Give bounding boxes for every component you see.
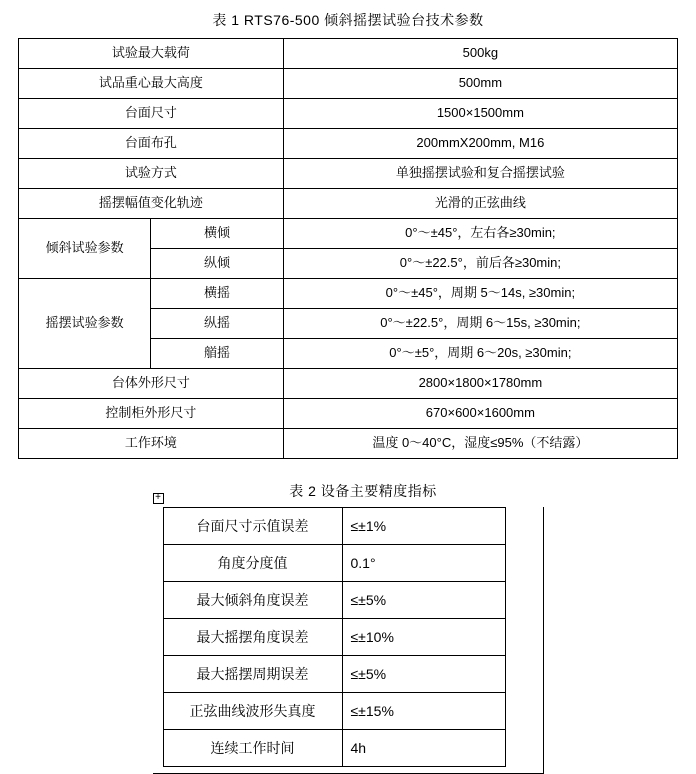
row-label: 最大摇摆角度误差: [163, 619, 342, 656]
row-value: 0.1°: [342, 545, 505, 582]
table-row: [19, 219, 678, 249]
row-label: 连续工作时间: [163, 730, 342, 767]
row-value: 0°～±45°，左右各≥30min;: [283, 219, 677, 249]
accuracy-indicators-table: [163, 507, 506, 767]
table-row: [19, 69, 678, 99]
row-label-group: 摇摆试验参数: [19, 279, 151, 369]
table-row: [163, 508, 505, 545]
table-row: [163, 619, 505, 656]
table1-caption: 表 1 RTS76-500 倾斜摇摆试验台技术参数: [212, 12, 484, 28]
row-value: 1500×1500mm: [283, 99, 677, 129]
row-label: 摇摆幅值变化轨迹: [19, 189, 284, 219]
row-value: 0°～±22.5°，前后各≥30min;: [283, 249, 677, 279]
row-label: 角度分度值: [163, 545, 342, 582]
table2-caption: 表 2 设备主要精度指标: [289, 483, 437, 499]
row-value: 0°～±22.5°，周期 6～15s, ≥30min;: [283, 309, 677, 339]
row-label: 控制柜外形尺寸: [19, 399, 284, 429]
row-label: 试验方式: [19, 159, 284, 189]
row-label: 试验最大载荷: [19, 39, 284, 69]
row-label: 工作环境: [19, 429, 284, 459]
row-value: 4h: [342, 730, 505, 767]
row-sublabel: 横摇: [151, 279, 283, 309]
table-row: [19, 189, 678, 219]
row-value: 500mm: [283, 69, 677, 99]
table-row: [19, 279, 678, 309]
table-row: [19, 159, 678, 189]
table-row: [163, 693, 505, 730]
row-value: ≤±5%: [342, 656, 505, 693]
table-row: [19, 99, 678, 129]
row-label: 正弦曲线波形失真度: [163, 693, 342, 730]
table-row: [163, 582, 505, 619]
row-value: 温度 0～40°C，湿度≤95%（不结露）: [283, 429, 677, 459]
row-label: 最大摇摆周期误差: [163, 656, 342, 693]
document-page: [0, 10, 696, 756]
row-value: 单独摇摆试验和复合摇摆试验: [283, 159, 677, 189]
row-value: ≤±5%: [342, 582, 505, 619]
row-sublabel: 横倾: [151, 219, 283, 249]
row-sublabel: 纵摇: [151, 309, 283, 339]
table-row: [19, 39, 678, 69]
row-label: 试品重心最大高度: [19, 69, 284, 99]
table-row: [19, 369, 678, 399]
row-value: 200mmX200mm, M16: [283, 129, 677, 159]
row-value: 500kg: [283, 39, 677, 69]
row-value: 0°～±5°，周期 6～20s, ≥30min;: [283, 339, 677, 369]
table-row: [19, 129, 678, 159]
table-row: [163, 730, 505, 767]
table-row: [163, 545, 505, 582]
row-label: 最大倾斜角度误差: [163, 582, 342, 619]
row-value: 光滑的正弦曲线: [283, 189, 677, 219]
anchor-marker-icon: +: [153, 493, 164, 504]
row-value: ≤±15%: [342, 693, 505, 730]
row-value: 0°～±45°，周期 5～14s, ≥30min;: [283, 279, 677, 309]
row-sublabel: 艏摇: [151, 339, 283, 369]
table2-section: [0, 481, 696, 774]
row-value: 670×600×1600mm: [283, 399, 677, 429]
table-row: [19, 399, 678, 429]
row-label: 台面尺寸: [19, 99, 284, 129]
table2-frame: [153, 492, 544, 774]
row-value: ≤±1%: [342, 508, 505, 545]
row-value: ≤±10%: [342, 619, 505, 656]
row-label: 台面布孔: [19, 129, 284, 159]
row-label: 台面尺寸示值误差: [163, 508, 342, 545]
row-label: 台体外形尺寸: [19, 369, 284, 399]
table-row: [19, 429, 678, 459]
technical-parameters-table: [18, 38, 678, 459]
row-label-group: 倾斜试验参数: [19, 219, 151, 279]
table-row: [163, 656, 505, 693]
row-sublabel: 纵倾: [151, 249, 283, 279]
row-value: 2800×1800×1780mm: [283, 369, 677, 399]
